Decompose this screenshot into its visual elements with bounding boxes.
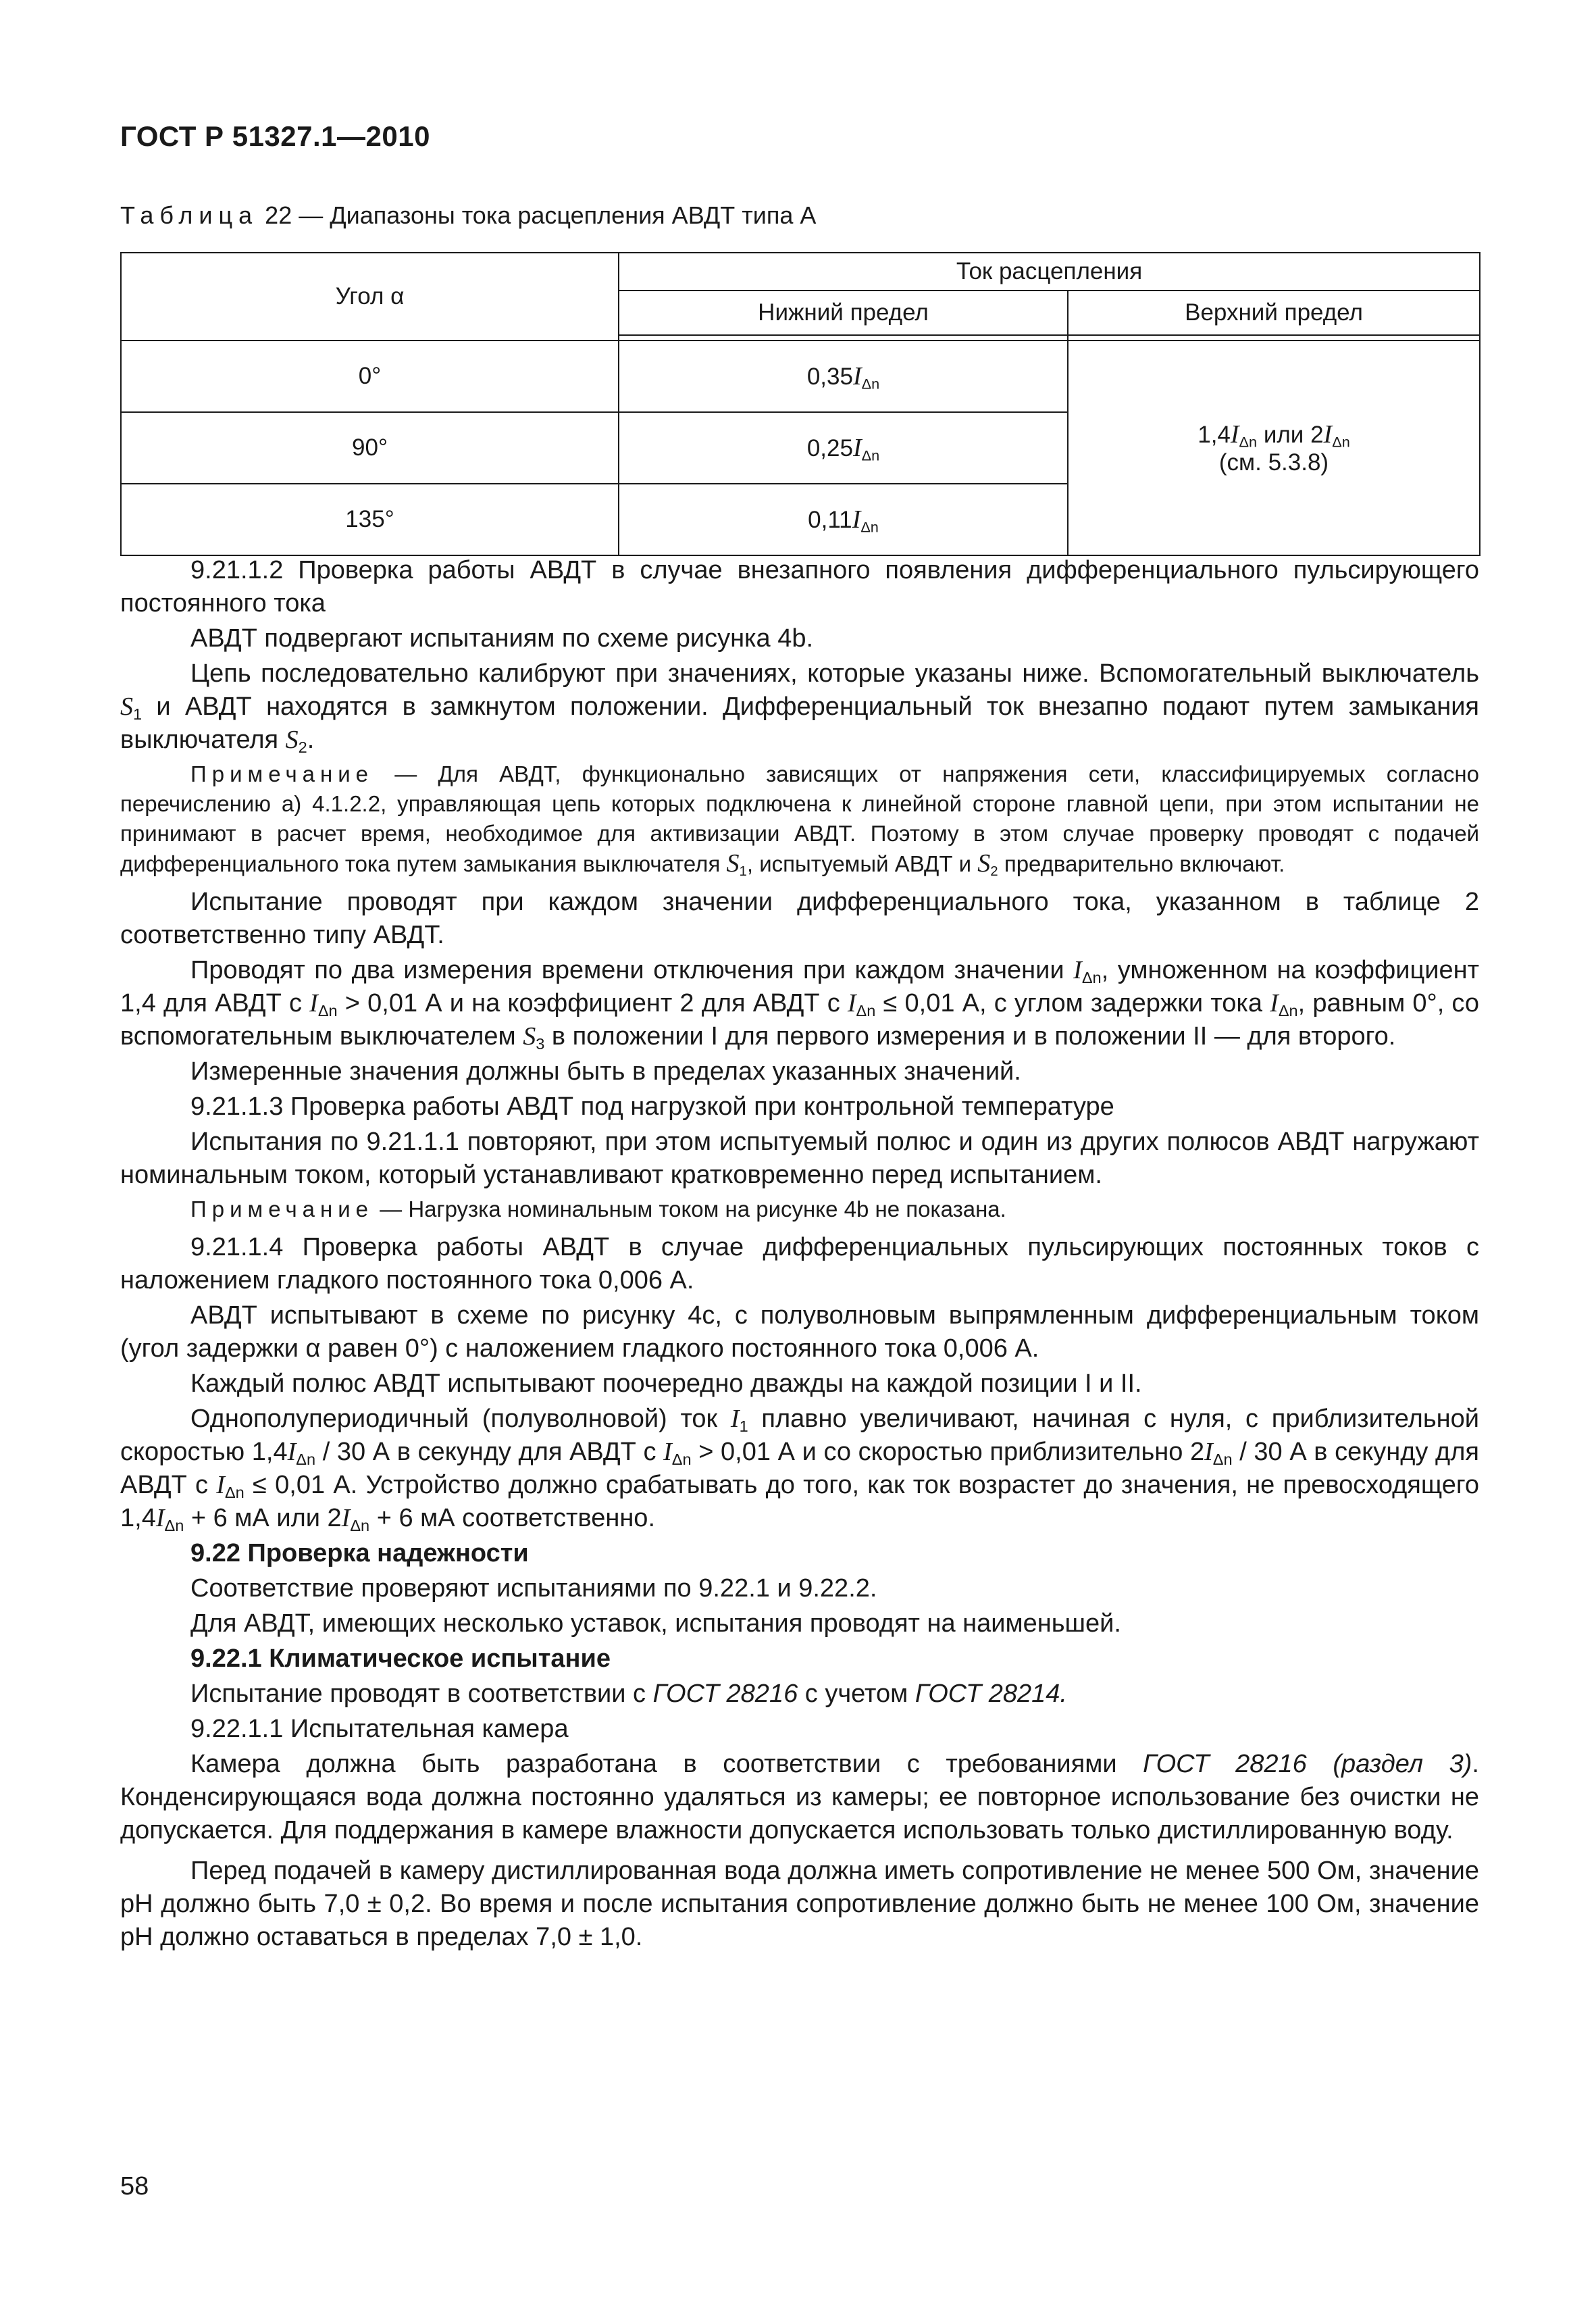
paragraph-9-21-1-2: 9.21.1.2 Проверка работы АВДТ в случае внезапного появления дифференциального пульсирующего постоянного тока	[120, 556, 1479, 618]
page-number: 58	[120, 2172, 149, 2200]
paragraph: Для АВДТ, имеющих несколько уставок, испытания проводят на наименьшей.	[190, 1609, 1121, 1638]
paragraph: Каждый полюс АВДТ испытывают поочередно дважды на каждой позиции I и II.	[190, 1369, 1142, 1398]
note: Примечание — Нагрузка номинальным током на рисунке 4b не показана.	[190, 1197, 1006, 1222]
trip-current-table	[120, 252, 1481, 556]
note: Примечание — Для АВДТ, функционально зависящих от напряжения сети, классифицируемых согласно перечислению а) 4.1.2.2, управляющая цепь которых подключена к линейной стороне главной цепи, при этом испытании не принимают в расчет время, необходимое для активизации АВДТ. Поэтому в этом случае проверку проводят с подачей дифференциального тока путем замыкания выключателя $S_1$, испытуемый АВДТ и $S_2$ предварительно включают.	[120, 761, 1479, 880]
paragraph: АВДТ испытывают в схеме по рисунку 4с, с полуволновым выпрямленным дифференциальным током (угол задержки α равен 0°) с наложением гладкого постоянного тока 0,006 А.	[120, 1301, 1479, 1363]
upper-limit-cell: $1,4I_{\Delta n}$ или $2I_{\Delta n}$ (см. 5.3.8)	[1068, 341, 1480, 555]
table-row	[121, 341, 1480, 412]
header-angle: Угол α	[121, 253, 619, 341]
section-heading-9-22: 9.22 Проверка надежности	[190, 1539, 529, 1567]
paragraph: Измеренные значения должны быть в пределах указанных значений.	[190, 1057, 1021, 1086]
paragraph-9-21-1-4: 9.21.1.4 Проверка работы АВДТ в случае дифференциальных пульсирующих постоянных токов с наложением гладкого постоянного тока 0,006 А.	[120, 1233, 1479, 1294]
document-body	[120, 554, 1479, 1956]
header-trip-current: Ток расцепления	[619, 253, 1480, 291]
header-upper-limit: Верхний предел	[1068, 291, 1480, 335]
document-header: ГОСТ Р 51327.1—2010	[120, 120, 430, 152]
paragraph: Соответствие проверяют испытаниями по 9.22.1 и 9.22.2.	[190, 1574, 877, 1603]
paragraph: Испытание проводят при каждом значении дифференциального тока, указанном в таблице 2 соответственно типу АВДТ.	[120, 888, 1479, 949]
paragraph: Цепь последовательно калибруют при значениях, которые указаны ниже. Вспомогательный выключатель $S_1$ и АВДТ находятся в замкнутом положении. Дифференциальный ток внезапно подают путем замыкания выключателя $S_2$.	[120, 659, 1479, 757]
paragraph-9-22-1-1: 9.22.1.1 Испытательная камера	[190, 1715, 569, 1743]
paragraph: Камера должна быть разработана в соответствии с требованиями ГОСТ 28216 (раздел 3). Конденсирующаяся вода должна постоянно удаляться из камеры; ее повторное использование без очистки не допускается. Для поддержания в камере влажности допускается использовать только дистиллированную воду.	[120, 1750, 1479, 1844]
upper-limit-reference: (см. 5.3.8)	[1218, 449, 1329, 476]
paragraph: АВДТ подвергают испытаниям по схеме рисунка 4b.	[190, 624, 814, 653]
paragraph: Испытания по 9.21.1.1 повторяют, при этом испытуемый полюс и один из других полюсов АВДТ нагружают номинальным током, который устанавливают кратковременно перед испытанием.	[120, 1128, 1479, 1189]
lower-limit-cell: $0,11I_{\Delta n}$	[619, 484, 1068, 555]
paragraph: Перед подачей в камеру дистиллированная вода должна иметь сопротивление не менее 500 Ом, значение рН должно быть 7,0 ± 0,2. Во время и после испытания сопротивление должно быть не менее 100 Ом, значение рН должно оставаться в пределах 7,0 ± 1,0.	[120, 1857, 1479, 1951]
paragraph: Испытание проводят в соответствии с ГОСТ 28216 с учетом ГОСТ 28214.	[190, 1680, 1067, 1708]
paragraph: Однополупериодичный (полуволновой) ток $I_1$ плавно увеличивают, начиная с нуля, с приблизительной скоростью $1,4I_{\Delta n} / 30$ А в секунду для АВДТ с $I_{\Delta n} > 0,01$ А и со скоростью приблизительно $2I_{\Delta n} / 30$ А в секунду для АВДТ с $I_{\Delta n} \le 0,01$ А. Устройство должно срабатывать до того, как ток возрастет до значения, не превосходящего $1,4I_{\Delta n} + 6$ мА или $2I_{\Delta n} + 6$ мА соответственно.	[120, 1405, 1479, 1535]
angle-cell: 135°	[121, 484, 619, 555]
lower-limit-cell: $0,25I_{\Delta n}$	[619, 412, 1068, 484]
paragraph: Проводят по два измерения времени отключения при каждом значении $I_{\Delta n}$, умноженном на коэффициент 1,4 для АВДТ с $I_{\Delta n} > 0,01$ А и на коэффициент 2 для АВДТ с $I_{\Delta n} \le 0,01$ А, с углом задержки тока $I_{\Delta n}$, равным 0°, со вспомогательным выключателем $S_3$ в положении I для первого измерения и в положении II — для второго.	[120, 956, 1479, 1053]
lower-limit-cell: $0,35I_{\Delta n}$	[619, 341, 1068, 412]
table-caption	[120, 201, 816, 230]
paragraph-9-21-1-3: 9.21.1.3 Проверка работы АВДТ под нагрузкой при контрольной температуре	[190, 1092, 1114, 1121]
angle-cell: 0°	[121, 341, 619, 412]
header-lower-limit: Нижний предел	[619, 291, 1068, 335]
section-heading-9-22-1: 9.22.1 Климатическое испытание	[190, 1644, 611, 1673]
angle-cell: 90°	[121, 412, 619, 484]
table-caption-text: 22 — Диапазоны тока расцепления АВДТ типа А	[265, 201, 817, 229]
table-caption-word: Таблица	[120, 201, 259, 229]
